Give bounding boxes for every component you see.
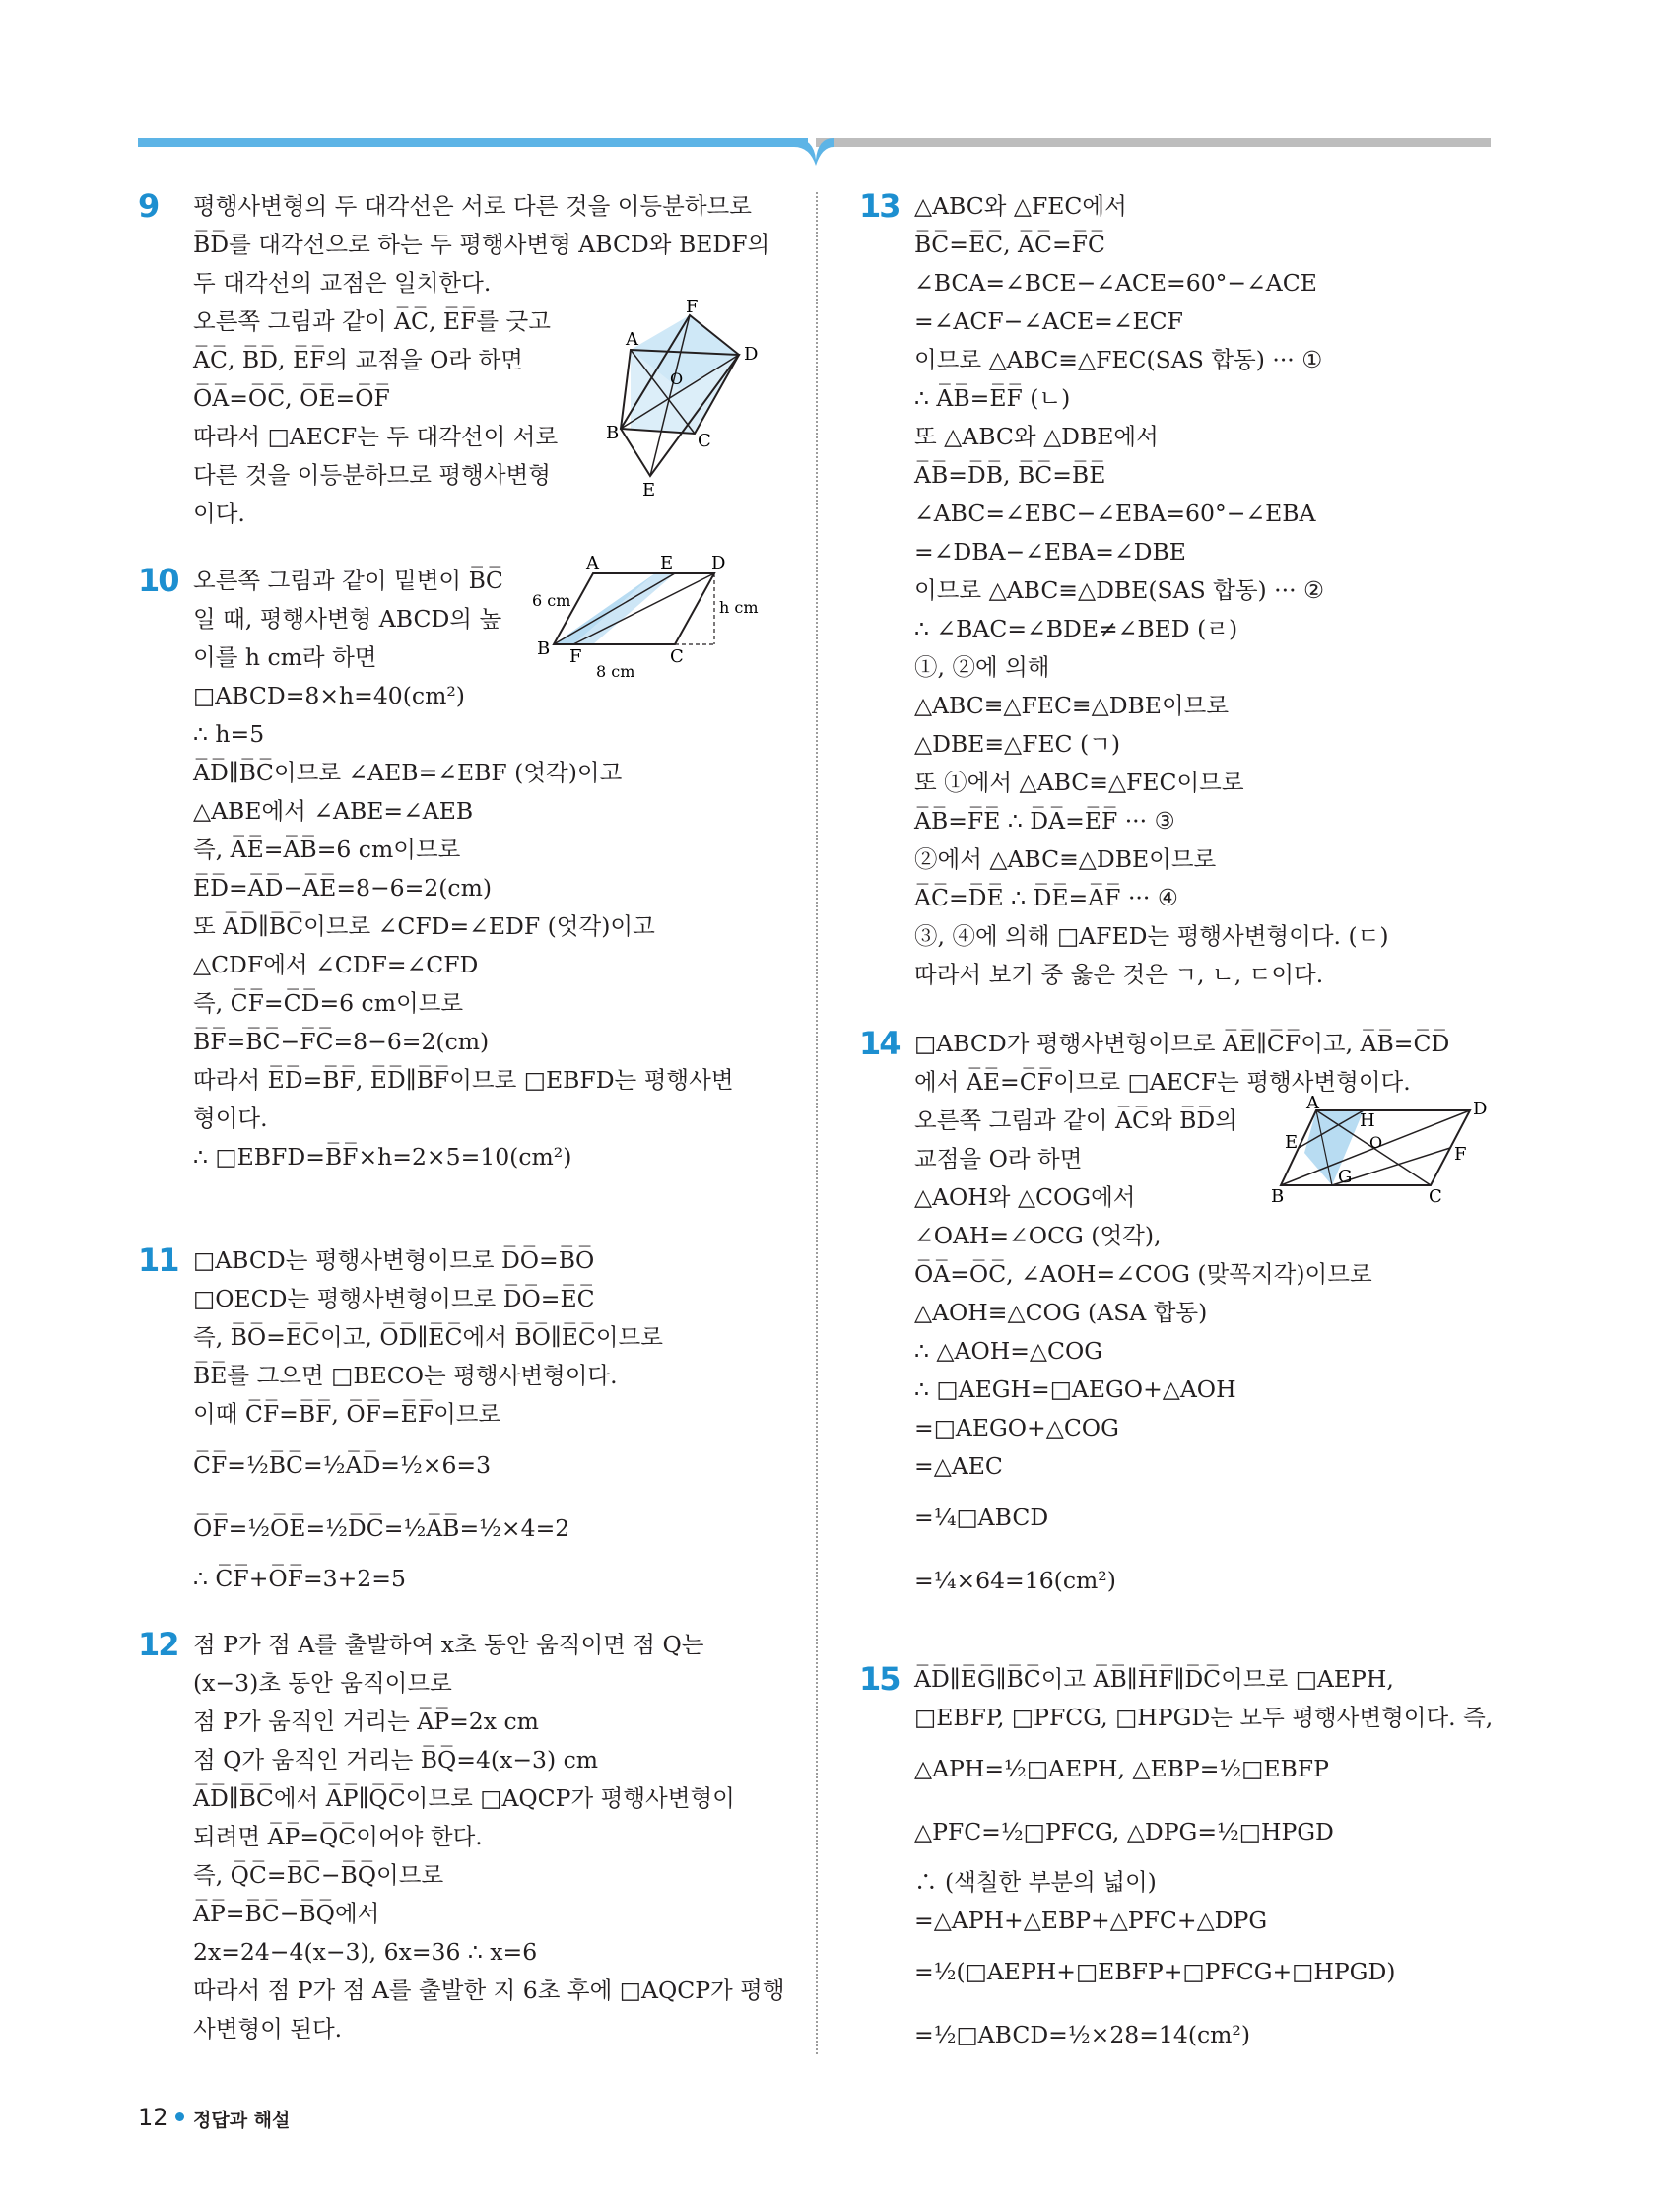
text-line: =½(□AEPH+□EBFP+□PFCG+□HPGD): [914, 1958, 1396, 1985]
text-line: A̅P̅=B̅C̅−B̅Q̅에서: [193, 1900, 380, 1927]
text-line: 따라서 □AECF는 두 대각선이 서로: [193, 423, 559, 450]
problem-body: [193, 1626, 783, 2048]
text-line: 따라서 보기 중 옳은 것은 ㄱ, ㄴ, ㄷ이다.: [914, 961, 1324, 988]
text-line: =△AEC: [914, 1452, 1003, 1480]
text-line: E̅D̅=A̅D̅−A̅E̅=8−6=2(cm): [193, 874, 493, 902]
text-line: □ABCD=8×h=40(cm²): [193, 682, 465, 709]
problem-number: 14: [859, 1025, 900, 1062]
text-line: ∴ □AEGH=□AEGO+△AOH: [914, 1375, 1236, 1403]
label-C: C: [698, 431, 711, 451]
text-line: □ABCD는 평행사변형이므로 D̅O̅=B̅O̅: [193, 1246, 595, 1274]
text-line: △ABC와 △FEC에서: [914, 192, 1127, 220]
column-divider: [816, 192, 818, 2054]
problem-number: 11: [138, 1241, 178, 1279]
text-line: =¼×64=16(cm²): [914, 1567, 1116, 1594]
text-line: ∴ (색칠한 부분의 넓이): [914, 1868, 1157, 1896]
problem-14: [859, 1025, 1500, 1660]
label-B: B: [606, 423, 620, 443]
text-line: 이므로 △ABC≡△FEC(SAS 합동) ··· ①: [914, 346, 1323, 373]
problem-number: 12: [138, 1626, 178, 1663]
text-line: A̅B̅=D̅B̅, B̅C̅=B̅E̅: [914, 461, 1106, 489]
label-C: C: [670, 646, 684, 667]
text-line: =∠DBA−∠EBA=∠DBE: [914, 538, 1186, 566]
text-line: A̅D̅∥B̅C̅에서 A̅P̅∥Q̅C̅이므로 □AQCP가 평행사변형이: [193, 1784, 735, 1812]
text-line: 점 P가 움직인 거리는 A̅P̅=2x cm: [193, 1708, 539, 1735]
text-line: 형이다.: [193, 1105, 268, 1132]
label-B: B: [537, 638, 551, 659]
text-line: B̅F̅=B̅C̅−F̅C̅=8−6=2(cm): [193, 1028, 490, 1055]
label-A: A: [586, 553, 599, 573]
text-line: A̅C̅, B̅D̅, E̅F̅의 교점을 O라 하면: [193, 346, 523, 373]
text-line: ∴ C̅F̅+O̅F̅=3+2=5: [193, 1565, 406, 1592]
text-line: △ABE에서 ∠ABE=∠AEB: [193, 797, 474, 825]
text-line: 에서 A̅E̅=C̅F̅이므로 □AECF는 평행사변형이다.: [914, 1068, 1411, 1096]
text-line: ②에서 △ABC≡△DBE이므로: [914, 845, 1217, 873]
text-line: A̅B̅=F̅E̅ ∴ D̅A̅=E̅F̅ ··· ③: [914, 807, 1175, 835]
text-line: △APH=½□AEPH, △EBP=½□EBFP: [914, 1755, 1329, 1782]
text-line: △ABC≡△FEC≡△DBE이므로: [914, 692, 1230, 719]
text-line: 즉, C̅F̅=C̅D̅=6 cm이므로: [193, 989, 464, 1017]
text-line: 2x=24−4(x−3), 6x=36 ∴ x=6: [193, 1938, 538, 1966]
text-line: 다른 것을 이등분하므로 평행사변형: [193, 461, 551, 489]
text-line: △DBE≡△FEC (ㄱ): [914, 730, 1121, 758]
text-line: (x−3)초 동안 움직이므로: [193, 1669, 452, 1697]
text-line: B̅E̅를 그으면 □BECO는 평행사변형이다.: [193, 1362, 618, 1389]
text-line: 즉, A̅E̅=A̅B̅=6 cm이므로: [193, 836, 461, 863]
text-line: ∴ △AOH=△COG: [914, 1337, 1103, 1365]
label-H: H: [1360, 1110, 1375, 1131]
text-line: 점 P가 점 A를 출발하여 x초 동안 움직이면 점 Q는: [193, 1631, 704, 1658]
text-line: =¼□ABCD: [914, 1504, 1049, 1531]
text-line: 평행사변형의 두 대각선은 서로 다른 것을 이등분하므로: [193, 192, 752, 220]
label-B: B: [1271, 1186, 1285, 1207]
text-line: 사변형이 된다.: [193, 2015, 343, 2043]
right-column: [859, 187, 1500, 2074]
text-line: ∴ ∠BAC=∠BDE≠∠BED (ㄹ): [914, 615, 1238, 642]
label-E: E: [642, 480, 656, 501]
problem-body: [914, 1660, 1500, 2066]
text-line: ∠BCA=∠BCE−∠ACE=60°−∠ACE: [914, 269, 1317, 297]
problem-11: [138, 1241, 783, 1626]
text-line: 즉, Q̅C̅=B̅C̅−B̅Q̅이므로: [193, 1861, 444, 1889]
text-line: △PFC=½□PFCG, △DPG=½□HPGD: [914, 1818, 1334, 1845]
label-base: 8 cm: [596, 662, 635, 681]
text-line: 즉, B̅O̅=E̅C̅이고, O̅D̅∥E̅C̅에서 B̅O̅∥E̅C̅이므로: [193, 1323, 663, 1351]
text-line: =△APH+△EBP+△PFC+△DPG: [914, 1907, 1268, 1934]
text-line: 점 Q가 움직인 거리는 B̅Q̅=4(x−3) cm: [193, 1746, 599, 1774]
text-line: ①, ②에 의해: [914, 653, 1050, 681]
text-line: A̅D̅∥E̅G̅∥B̅C̅이고 A̅B̅∥H̅F̅∥D̅C̅이므로 □AEPH,: [914, 1665, 1394, 1693]
text-line: 이다.: [193, 500, 245, 527]
text-line: C̅F̅=½B̅C̅=½A̅D̅=½×6=3: [193, 1451, 492, 1479]
text-line: =∠ACF−∠ACE=∠ECF: [914, 307, 1183, 335]
text-line: ∴ A̅B̅=E̅F̅ (ㄴ): [914, 384, 1071, 412]
label-F: F: [1454, 1144, 1467, 1165]
label-A: A: [626, 329, 638, 350]
text-line: 이를 h cm라 하면: [193, 643, 377, 671]
text-line: B̅D̅를 대각선으로 하는 두 평행사변형 ABCD와 BEDF의: [193, 231, 770, 258]
label-D: D: [744, 344, 759, 365]
text-line: B̅C̅=E̅C̅, A̅C̅=F̅C̅: [914, 231, 1105, 258]
text-line: ∴ h=5: [193, 720, 265, 748]
text-line: 오른쪽 그림과 같이 A̅C̅와 B̅D̅의: [914, 1106, 1237, 1134]
text-line: 일 때, 평행사변형 ABCD의 높: [193, 605, 502, 633]
text-line: ∴ □EBFD=B̅F̅×h=2×5=10(cm²): [193, 1143, 572, 1171]
footer-label: 정답과 해설: [193, 2110, 291, 2131]
header-bar-left: [138, 138, 808, 147]
text-line: ③, ④에 의해 □AFED는 평행사변형이다. (ㄷ): [914, 922, 1389, 950]
text-line: 이므로 △ABC≡△DBE(SAS 합동) ··· ②: [914, 576, 1325, 604]
label-F: F: [686, 297, 699, 317]
problem-number: 9: [138, 187, 159, 225]
text-line: O̅A̅=O̅C̅, ∠AOH=∠COG (맞꼭지각)이므로: [914, 1260, 1372, 1288]
text-line: 교점을 O라 하면: [914, 1145, 1083, 1173]
page-number: 12: [138, 2104, 168, 2131]
text-line: △AOH와 △COG에서: [914, 1183, 1136, 1211]
label-F: F: [569, 646, 582, 667]
text-line: A̅C̅=D̅E̅ ∴ D̅E̅=A̅F̅ ··· ④: [914, 884, 1178, 911]
label-E: E: [1285, 1132, 1299, 1153]
text-line: △AOH≡△COG (ASA 합동): [914, 1299, 1208, 1326]
text-line: 따라서 점 P가 점 A를 출발한 지 6초 후에 □AQCP가 평행: [193, 1977, 785, 2004]
text-line: 되려면 A̅P̅=Q̅C̅이어야 한다.: [193, 1823, 483, 1850]
text-line: A̅D̅∥B̅C̅이므로 ∠AEB=∠EBF (엇각)이고: [193, 759, 623, 786]
text-line: 이때 C̅F̅=B̅F̅, O̅F̅=E̅F̅이므로: [193, 1400, 501, 1428]
label-O: O: [1369, 1133, 1383, 1152]
label-side: 6 cm: [532, 591, 571, 610]
text-line: O̅F̅=½O̅E̅=½D̅C̅=½A̅B̅=½×4=2: [193, 1514, 570, 1542]
label-height: h cm: [719, 598, 759, 617]
header-notch: [794, 138, 834, 166]
problem-number: 13: [859, 187, 900, 225]
text-line: □OECD는 평행사변형이므로 D̅O̅=E̅C̅: [193, 1285, 595, 1312]
text-line: 또 △ABC와 △DBE에서: [914, 423, 1159, 450]
problem-15: [859, 1660, 1500, 2074]
text-line: 따라서 E̅D̅=B̅F̅, E̅D̅∥B̅F̅이므로 □EBFD는 평행사변: [193, 1066, 734, 1094]
text-line: ∠OAH=∠OCG (엇각),: [914, 1222, 1162, 1249]
text-line: □ABCD가 평행사변형이므로 A̅E̅∥C̅F̅이고, A̅B̅=C̅D̅: [914, 1030, 1450, 1057]
text-line: □EBFP, □PFCG, □HPGD는 모두 평행사변형이다. 즉,: [914, 1704, 1494, 1731]
problem-9: [138, 187, 783, 562]
left-column: [138, 187, 783, 2059]
label-D: D: [1473, 1099, 1488, 1119]
label-C: C: [1429, 1186, 1442, 1207]
problem-13: [859, 187, 1500, 1025]
label-O: O: [670, 369, 684, 388]
problem-number: 10: [138, 562, 178, 599]
figure-10-parallelogram: [532, 554, 768, 692]
problem-12: [138, 1626, 783, 2059]
label-G: G: [1338, 1167, 1353, 1187]
text-line: =½□ABCD=½×28=14(cm²): [914, 2021, 1251, 2048]
text-line: △CDF에서 ∠CDF=∠CFD: [193, 951, 479, 978]
footer-bullet-icon: [175, 2112, 184, 2121]
header-bar-right: [816, 138, 1491, 147]
text-line: 두 대각선의 교점은 일치한다.: [193, 269, 492, 297]
text-line: 또 ①에서 △ABC≡△FEC이므로: [914, 769, 1244, 796]
text-line: ∠ABC=∠EBC−∠EBA=60°−∠EBA: [914, 500, 1316, 527]
figure-9-parallelograms: [591, 297, 768, 501]
figure-14-parallelogram: [1271, 1093, 1490, 1207]
problem-number: 15: [859, 1660, 900, 1698]
label-D: D: [711, 553, 726, 573]
text-line: 오른쪽 그림과 같이 A̅C̅, E̅F̅를 긋고: [193, 307, 551, 335]
text-line: 오른쪽 그림과 같이 밑변이 B̅C̅: [193, 567, 503, 594]
text-line: =□AEGO+△COG: [914, 1414, 1119, 1441]
problem-10: [138, 553, 783, 1241]
text-line: 또 A̅D̅∥B̅C̅이므로 ∠CFD=∠EDF (엇각)이고: [193, 912, 655, 940]
label-E: E: [660, 553, 674, 573]
problem-body: [193, 1241, 783, 1598]
label-A: A: [1306, 1093, 1319, 1113]
text-line: O̅A̅=O̅C̅, O̅E̅=O̅F̅: [193, 384, 390, 412]
problem-body: [914, 187, 1500, 994]
